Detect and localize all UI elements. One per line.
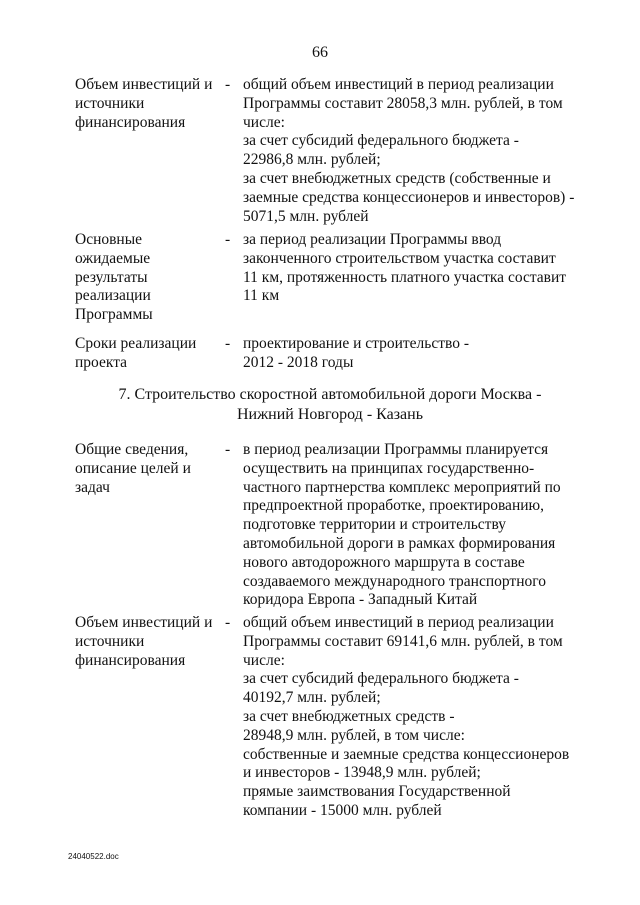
section-dash: -: [225, 614, 231, 631]
section-dash: -: [225, 76, 231, 93]
section-value: [243, 76, 575, 226]
value-line: 11 км: [243, 287, 280, 305]
value-line: за счет внебюджетных средств (собственные и: [243, 169, 551, 187]
value-line: общий объем инвестиций в период реализации: [243, 614, 554, 631]
page-number: 66: [312, 44, 328, 61]
value-line: и инвесторов - 13948,9 млн. рублей;: [243, 764, 481, 782]
investment-section-2: [75, 614, 575, 821]
document-filename: 24040522.doc: [68, 852, 119, 861]
value-line: подготовке территории и строительству: [243, 516, 506, 534]
value-line: 11 км, протяженность платного участка составит: [243, 268, 567, 286]
value-line: за счет субсидий федерального бюджета -: [243, 670, 519, 688]
section-value: [243, 441, 575, 610]
section-heading: [60, 385, 600, 425]
value-line: прямые заимствования Государственной: [243, 783, 511, 801]
section-label: Сроки реализации проекта: [75, 335, 197, 371]
section-value: [243, 231, 575, 325]
section-label: Общие сведения, описание целей и задач: [75, 441, 191, 496]
section-dash: -: [225, 335, 231, 352]
value-line: создаваемого международного транспортного: [243, 572, 546, 590]
value-line: автомобильной дороги в рамках формирования: [243, 534, 556, 552]
expected-results-section: [75, 231, 575, 325]
value-line: числе:: [243, 113, 285, 131]
value-line: осуществить на принципах государственно-: [243, 459, 535, 477]
value-line: нового автодорожного маршрута в составе: [243, 553, 525, 571]
value-line: в период реализации Программы планируется: [243, 441, 549, 458]
value-line: 5071,5 млн. рублей: [243, 207, 369, 225]
heading-line: 7. Строительство скоростной автомобильной дороги Москва -: [118, 386, 542, 403]
section-dash: -: [225, 441, 231, 458]
value-line: 28948,9 млн. рублей, в том числе:: [243, 726, 465, 744]
value-line: 40192,7 млн. рублей;: [243, 689, 381, 707]
value-line: собственные и заемные средства концессионеров: [243, 745, 570, 763]
section-value: [243, 335, 575, 373]
implementation-period-section: [75, 335, 575, 373]
value-line: проектирование и строительство -: [243, 335, 470, 352]
value-line: частного партнерства комплекс мероприятий по: [243, 478, 561, 496]
value-line: Программы составит 69141,6 млн. рублей, в том: [243, 632, 563, 650]
section-label: Основные ожидаемые результаты реализации Программы: [75, 231, 153, 324]
section-label: Объем инвестиций и источники финансирования: [75, 76, 213, 131]
section-dash: -: [225, 231, 231, 248]
section-label: Объем инвестиций и источники финансирования: [75, 614, 213, 669]
value-line: числе:: [243, 651, 285, 669]
value-line: 22986,8 млн. рублей;: [243, 151, 381, 169]
value-line: Программы составит 28058,3 млн. рублей, в том: [243, 94, 563, 112]
value-line: 2012 - 2018 годы: [243, 353, 354, 371]
value-line: компании - 15000 млн. рублей: [243, 801, 442, 819]
general-info-section: [75, 441, 575, 610]
value-line: коридора Европа - Западный Китай: [243, 591, 478, 609]
value-line: законченного строительством участка составит: [243, 249, 556, 267]
heading-line: Нижний Новгород - Казань: [237, 406, 423, 423]
value-line: за счет внебюджетных средств -: [243, 707, 455, 725]
value-line: за период реализации Программы ввод: [243, 231, 502, 248]
value-line: предпроектной проработке, проектированию,: [243, 497, 544, 515]
value-line: заемные средства концессионеров и инвесторов) -: [243, 188, 575, 206]
value-line: за счет субсидий федерального бюджета -: [243, 132, 519, 150]
value-line: общий объем инвестиций в период реализации: [243, 76, 554, 93]
section-value: [243, 614, 575, 821]
investment-section-1: [75, 76, 575, 226]
